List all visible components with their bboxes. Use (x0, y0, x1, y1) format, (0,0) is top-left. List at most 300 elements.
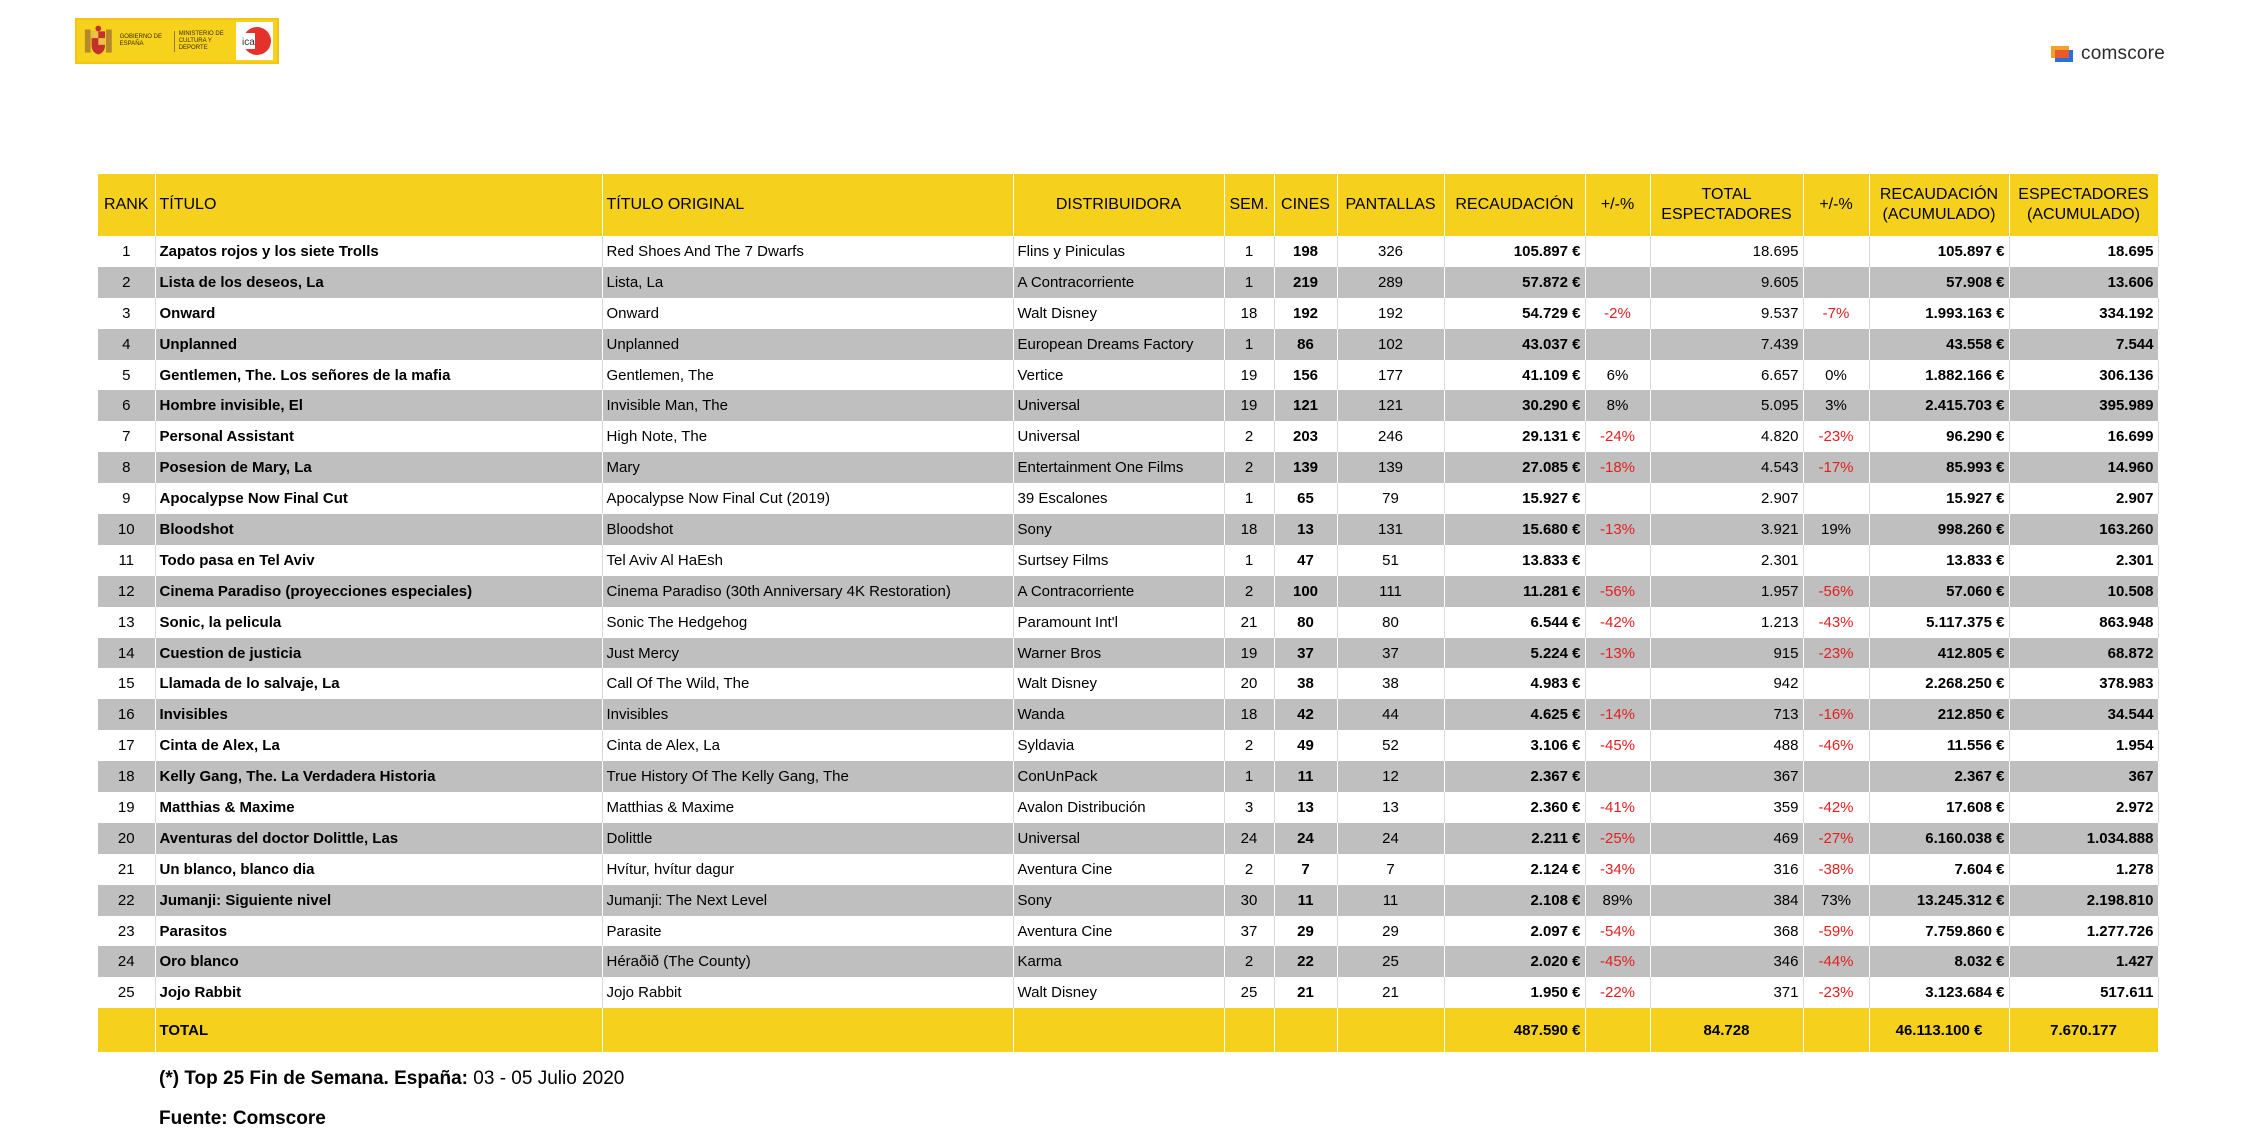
column-header-weeks: SEM. (1224, 174, 1274, 236)
original-title-cell: Bloodshot (602, 514, 1013, 545)
rank-cell: 8 (98, 452, 155, 483)
screens-cell: 12 (1337, 761, 1444, 792)
admissions-cell: 346 (1650, 946, 1803, 977)
admissions-cumulative-cell: 1.427 (2009, 946, 2158, 977)
title-cell: Kelly Gang, The. La Verdadera Historia (155, 761, 602, 792)
comscore-wordmark: comscore (2081, 43, 2165, 64)
column-header-admissions-change: +/-% (1803, 174, 1869, 236)
screens-cell: 24 (1337, 823, 1444, 854)
gross-cumulative-cell: 3.123.684 € (1869, 977, 2009, 1008)
title-cell: Apocalypse Now Final Cut (155, 483, 602, 514)
admissions-change-cell: -46% (1803, 730, 1869, 761)
weeks-cell: 30 (1224, 885, 1274, 916)
gross-cumulative-cell: 15.927 € (1869, 483, 2009, 514)
weeks-cell: 20 (1224, 668, 1274, 699)
admissions-cumulative-cell: 367 (2009, 761, 2158, 792)
admissions-cumulative-cell: 863.948 (2009, 607, 2158, 638)
admissions-cell: 3.921 (1650, 514, 1803, 545)
gross-cell: 57.872 € (1444, 267, 1585, 298)
gross-cumulative-cell: 57.908 € (1869, 267, 2009, 298)
weeks-cell: 1 (1224, 761, 1274, 792)
admissions-change-cell (1803, 483, 1869, 514)
distributor-cell: Warner Bros (1013, 638, 1224, 669)
admissions-change-cell: -27% (1803, 823, 1869, 854)
cinemas-cell: 65 (1274, 483, 1337, 514)
weeks-cell: 24 (1224, 823, 1274, 854)
admissions-change-cell (1803, 761, 1869, 792)
distributor-cell: Karma (1013, 946, 1224, 977)
period-note-dates: 03 - 05 Julio 2020 (468, 1068, 625, 1089)
gross-cell: 1.950 € (1444, 977, 1585, 1008)
title-cell: Oro blanco (155, 946, 602, 977)
gross-change-cell: -45% (1585, 946, 1650, 977)
admissions-change-cell (1803, 267, 1869, 298)
original-title-cell: Red Shoes And The 7 Dwarfs (602, 236, 1013, 267)
column-header-title: TÍTULO (155, 174, 602, 236)
gross-change-cell (1585, 483, 1650, 514)
cinemas-cell: 86 (1274, 329, 1337, 360)
admissions-cell: 942 (1650, 668, 1803, 699)
admissions-cell: 4.543 (1650, 452, 1803, 483)
title-cell: Bloodshot (155, 514, 602, 545)
screens-cell: 7 (1337, 854, 1444, 885)
column-header-gross-change: +/-% (1585, 174, 1650, 236)
title-cell: Posesion de Mary, La (155, 452, 602, 483)
gross-cell: 2.020 € (1444, 946, 1585, 977)
gross-cell: 15.680 € (1444, 514, 1585, 545)
admissions-cell: 6.657 (1650, 360, 1803, 391)
column-header-distributor: DISTRIBUIDORA (1013, 174, 1224, 236)
gross-change-cell: -34% (1585, 854, 1650, 885)
table-row (98, 885, 2158, 916)
weeks-cell: 2 (1224, 854, 1274, 885)
gross-cumulative-cell: 1.993.163 € (1869, 298, 2009, 329)
admissions-change-cell: -43% (1803, 607, 1869, 638)
table-total (98, 1008, 2158, 1052)
admissions-cell: 18.695 (1650, 236, 1803, 267)
table-row (98, 699, 2158, 730)
gross-cumulative-cell: 105.897 € (1869, 236, 2009, 267)
screens-cell: 121 (1337, 390, 1444, 421)
distributor-cell: Universal (1013, 390, 1224, 421)
rank-cell: 14 (98, 638, 155, 669)
admissions-cell: 7.439 (1650, 329, 1803, 360)
gross-cell: 5.224 € (1444, 638, 1585, 669)
admissions-change-cell: 73% (1803, 885, 1869, 916)
gross-change-cell: 6% (1585, 360, 1650, 391)
title-cell: Zapatos rojos y los siete Trolls (155, 236, 602, 267)
original-title-cell: Jojo Rabbit (602, 977, 1013, 1008)
gross-change-cell (1585, 545, 1650, 576)
admissions-cumulative-cell: 10.508 (2009, 576, 2158, 607)
rank-cell: 24 (98, 946, 155, 977)
admissions-change-cell: -56% (1803, 576, 1869, 607)
cinemas-cell: 42 (1274, 699, 1337, 730)
gross-change-cell: 89% (1585, 885, 1650, 916)
admissions-change-cell: -44% (1803, 946, 1869, 977)
box-office-table (98, 174, 2159, 1052)
admissions-cumulative-cell: 68.872 (2009, 638, 2158, 669)
gross-change-cell (1585, 329, 1650, 360)
gross-change-cell: -54% (1585, 916, 1650, 947)
screens-cell: 38 (1337, 668, 1444, 699)
distributor-cell: Entertainment One Films (1013, 452, 1224, 483)
screens-cell: 21 (1337, 977, 1444, 1008)
title-cell: Jumanji: Siguiente nivel (155, 885, 602, 916)
admissions-cumulative-cell: 2.198.810 (2009, 885, 2158, 916)
screens-cell: 51 (1337, 545, 1444, 576)
weeks-cell: 2 (1224, 576, 1274, 607)
original-title-cell: True History Of The Kelly Gang, The (602, 761, 1013, 792)
original-title-cell: High Note, The (602, 421, 1013, 452)
gross-cell: 29.131 € (1444, 421, 1585, 452)
original-title-cell: Matthias & Maxime (602, 792, 1013, 823)
distributor-cell: Avalon Distribución (1013, 792, 1224, 823)
rank-cell: 6 (98, 390, 155, 421)
admissions-change-cell (1803, 329, 1869, 360)
notes (159, 1066, 624, 1146)
admissions-cumulative-cell: 2.972 (2009, 792, 2158, 823)
admissions-cell: 316 (1650, 854, 1803, 885)
title-cell: Gentlemen, The. Los señores de la mafia (155, 360, 602, 391)
gross-change-cell (1585, 236, 1650, 267)
rank-cell: 21 (98, 854, 155, 885)
weeks-cell: 18 (1224, 699, 1274, 730)
screens-cell: 11 (1337, 885, 1444, 916)
table-row (98, 916, 2158, 947)
rank-cell: 15 (98, 668, 155, 699)
weeks-cell: 1 (1224, 267, 1274, 298)
table-row (98, 977, 2158, 1008)
gross-change-cell: -25% (1585, 823, 1650, 854)
gross-change-cell: -22% (1585, 977, 1650, 1008)
gross-cell: 2.360 € (1444, 792, 1585, 823)
admissions-change-cell: 3% (1803, 390, 1869, 421)
gross-cumulative-cell: 17.608 € (1869, 792, 2009, 823)
admissions-cumulative-cell: 334.192 (2009, 298, 2158, 329)
table-row (98, 823, 2158, 854)
gross-cumulative-cell: 85.993 € (1869, 452, 2009, 483)
admissions-cell: 2.907 (1650, 483, 1803, 514)
weeks-cell: 1 (1224, 483, 1274, 514)
cinemas-cell: 198 (1274, 236, 1337, 267)
admissions-cumulative-cell: 306.136 (2009, 360, 2158, 391)
table-row (98, 329, 2158, 360)
admissions-change-cell: -23% (1803, 638, 1869, 669)
rank-cell: 25 (98, 977, 155, 1008)
cinemas-cell: 47 (1274, 545, 1337, 576)
weeks-cell: 21 (1224, 607, 1274, 638)
gross-cumulative-cell: 5.117.375 € (1869, 607, 2009, 638)
distributor-cell: Walt Disney (1013, 977, 1224, 1008)
gross-change-cell (1585, 761, 1650, 792)
gross-change-cell: -41% (1585, 792, 1650, 823)
original-title-cell: Mary (602, 452, 1013, 483)
cinemas-cell: 11 (1274, 885, 1337, 916)
gross-cumulative-cell: 7.604 € (1869, 854, 2009, 885)
table-row (98, 761, 2158, 792)
title-cell: Un blanco, blanco dia (155, 854, 602, 885)
admissions-cell: 359 (1650, 792, 1803, 823)
admissions-change-cell: 19% (1803, 514, 1869, 545)
admissions-cumulative-cell: 1.278 (2009, 854, 2158, 885)
gross-cell: 4.625 € (1444, 699, 1585, 730)
weeks-cell: 18 (1224, 514, 1274, 545)
table-row (98, 946, 2158, 977)
admissions-cumulative-cell: 14.960 (2009, 452, 2158, 483)
admissions-change-cell: -59% (1803, 916, 1869, 947)
screens-cell: 52 (1337, 730, 1444, 761)
admissions-cell: 915 (1650, 638, 1803, 669)
original-title-cell: Sonic The Hedgehog (602, 607, 1013, 638)
table-row (98, 792, 2158, 823)
column-header-admissions-cumulative: ESPECTADORES (ACUMULADO) (2009, 174, 2158, 236)
gross-cell: 2.367 € (1444, 761, 1585, 792)
gross-cell: 4.983 € (1444, 668, 1585, 699)
admissions-change-cell: -23% (1803, 421, 1869, 452)
table-row (98, 545, 2158, 576)
admissions-cell: 488 (1650, 730, 1803, 761)
screens-cell: 37 (1337, 638, 1444, 669)
gross-change-cell: -42% (1585, 607, 1650, 638)
column-header-screens: PANTALLAS (1337, 174, 1444, 236)
title-cell: Cuestion de justicia (155, 638, 602, 669)
gross-cumulative-cell: 7.759.860 € (1869, 916, 2009, 947)
weeks-cell: 2 (1224, 452, 1274, 483)
source-note-text: Fuente: Comscore (159, 1108, 326, 1129)
gobierno-ministerio-ica-logo (75, 18, 279, 64)
admissions-cell: 2.301 (1650, 545, 1803, 576)
admissions-cell: 1.213 (1650, 607, 1803, 638)
comscore-logo (2049, 40, 2165, 68)
admissions-change-cell: -16% (1803, 699, 1869, 730)
admissions-change-cell: -7% (1803, 298, 1869, 329)
rank-cell: 1 (98, 236, 155, 267)
admissions-cell: 4.820 (1650, 421, 1803, 452)
weeks-cell: 2 (1224, 730, 1274, 761)
original-title-cell: Héraðið (The County) (602, 946, 1013, 977)
cinemas-cell: 21 (1274, 977, 1337, 1008)
gross-cumulative-cell: 43.558 € (1869, 329, 2009, 360)
distributor-cell: Sony (1013, 514, 1224, 545)
title-cell: Sonic, la pelicula (155, 607, 602, 638)
title-cell: Onward (155, 298, 602, 329)
weeks-cell: 19 (1224, 390, 1274, 421)
gross-cell: 2.108 € (1444, 885, 1585, 916)
total-gross: 487.590 € (1444, 1008, 1585, 1052)
cinemas-cell: 7 (1274, 854, 1337, 885)
total-admissions: 84.728 (1650, 1008, 1803, 1052)
distributor-cell: Universal (1013, 823, 1224, 854)
admissions-cumulative-cell: 34.544 (2009, 699, 2158, 730)
gross-cell: 2.211 € (1444, 823, 1585, 854)
header-row (98, 174, 2158, 236)
original-title-cell: Call Of The Wild, The (602, 668, 1013, 699)
table-row (98, 298, 2158, 329)
distributor-cell: European Dreams Factory (1013, 329, 1224, 360)
gross-cumulative-cell: 96.290 € (1869, 421, 2009, 452)
distributor-cell: Wanda (1013, 699, 1224, 730)
original-title-cell: Just Mercy (602, 638, 1013, 669)
spain-coat-of-arms-icon (81, 23, 116, 59)
admissions-change-cell: 0% (1803, 360, 1869, 391)
cinemas-cell: 203 (1274, 421, 1337, 452)
distributor-cell: Walt Disney (1013, 298, 1224, 329)
title-cell: Unplanned (155, 329, 602, 360)
gross-change-cell: -13% (1585, 514, 1650, 545)
weeks-cell: 37 (1224, 916, 1274, 947)
weeks-cell: 19 (1224, 360, 1274, 391)
admissions-cell: 713 (1650, 699, 1803, 730)
cinemas-cell: 13 (1274, 514, 1337, 545)
original-title-cell: Dolittle (602, 823, 1013, 854)
rank-cell: 17 (98, 730, 155, 761)
ica-text: ica (241, 37, 255, 48)
gross-cell: 105.897 € (1444, 236, 1585, 267)
table-row (98, 638, 2158, 669)
distributor-cell: Universal (1013, 421, 1224, 452)
original-title-cell: Onward (602, 298, 1013, 329)
distributor-cell: Syldavia (1013, 730, 1224, 761)
total-row (98, 1008, 2158, 1052)
rank-cell: 7 (98, 421, 155, 452)
admissions-cell: 1.957 (1650, 576, 1803, 607)
rank-cell: 2 (98, 267, 155, 298)
cinemas-cell: 29 (1274, 916, 1337, 947)
rank-cell: 18 (98, 761, 155, 792)
source-note (159, 1106, 624, 1146)
column-header-rank: RANK (98, 174, 155, 236)
table-row (98, 607, 2158, 638)
admissions-change-cell: -23% (1803, 977, 1869, 1008)
table-row (98, 854, 2158, 885)
admissions-cumulative-cell: 18.695 (2009, 236, 2158, 267)
original-title-cell: Lista, La (602, 267, 1013, 298)
admissions-change-cell (1803, 545, 1869, 576)
screens-cell: 102 (1337, 329, 1444, 360)
gross-cell: 30.290 € (1444, 390, 1585, 421)
admissions-cumulative-cell: 2.301 (2009, 545, 2158, 576)
screens-cell: 80 (1337, 607, 1444, 638)
admissions-cumulative-cell: 1.034.888 (2009, 823, 2158, 854)
screens-cell: 177 (1337, 360, 1444, 391)
table-row (98, 421, 2158, 452)
weeks-cell: 25 (1224, 977, 1274, 1008)
admissions-cell: 367 (1650, 761, 1803, 792)
admissions-cumulative-cell: 1.954 (2009, 730, 2158, 761)
gross-cell: 54.729 € (1444, 298, 1585, 329)
admissions-cell: 5.095 (1650, 390, 1803, 421)
screens-cell: 111 (1337, 576, 1444, 607)
original-title-cell: Parasite (602, 916, 1013, 947)
column-header-gross: RECAUDACIÓN (1444, 174, 1585, 236)
original-title-cell: Gentlemen, The (602, 360, 1013, 391)
rank-cell: 22 (98, 885, 155, 916)
title-cell: Cinta de Alex, La (155, 730, 602, 761)
screens-cell: 326 (1337, 236, 1444, 267)
admissions-cumulative-cell: 163.260 (2009, 514, 2158, 545)
distributor-cell: Surtsey Films (1013, 545, 1224, 576)
gross-cumulative-cell: 8.032 € (1869, 946, 2009, 977)
screens-cell: 25 (1337, 946, 1444, 977)
original-title-cell: Invisibles (602, 699, 1013, 730)
admissions-change-cell (1803, 236, 1869, 267)
total-label: TOTAL (155, 1008, 602, 1052)
table-body (98, 236, 2158, 1008)
distributor-cell: 39 Escalones (1013, 483, 1224, 514)
cinemas-cell: 121 (1274, 390, 1337, 421)
title-cell: Jojo Rabbit (155, 977, 602, 1008)
screens-cell: 79 (1337, 483, 1444, 514)
cinemas-cell: 11 (1274, 761, 1337, 792)
gross-cell: 41.109 € (1444, 360, 1585, 391)
cinemas-cell: 100 (1274, 576, 1337, 607)
title-cell: Cinema Paradiso (proyecciones especiales) (155, 576, 602, 607)
weeks-cell: 1 (1224, 236, 1274, 267)
rank-cell: 5 (98, 360, 155, 391)
distributor-cell: Aventura Cine (1013, 854, 1224, 885)
screens-cell: 289 (1337, 267, 1444, 298)
cinemas-cell: 37 (1274, 638, 1337, 669)
admissions-change-cell: -42% (1803, 792, 1869, 823)
table-row (98, 390, 2158, 421)
title-cell: Llamada de lo salvaje, La (155, 668, 602, 699)
admissions-cumulative-cell: 378.983 (2009, 668, 2158, 699)
comscore-mark-icon (2049, 43, 2075, 65)
table-row (98, 483, 2158, 514)
ica-logo (236, 22, 273, 60)
gross-cumulative-cell: 2.415.703 € (1869, 390, 2009, 421)
original-title-cell: Invisible Man, The (602, 390, 1013, 421)
weeks-cell: 2 (1224, 421, 1274, 452)
gross-change-cell: -18% (1585, 452, 1650, 483)
admissions-cell: 469 (1650, 823, 1803, 854)
gross-cumulative-cell: 212.850 € (1869, 699, 2009, 730)
weeks-cell: 2 (1224, 946, 1274, 977)
distributor-cell: ConUnPack (1013, 761, 1224, 792)
distributor-cell: A Contracorriente (1013, 267, 1224, 298)
table-row (98, 360, 2158, 391)
period-note-label: (*) Top 25 Fin de Semana. España: (159, 1068, 468, 1089)
admissions-cumulative-cell: 16.699 (2009, 421, 2158, 452)
column-header-admissions: TOTAL ESPECTADORES (1650, 174, 1803, 236)
title-cell: Hombre invisible, El (155, 390, 602, 421)
ministry-text: MINISTERIO DE CULTURA Y DEPORTE (174, 31, 237, 52)
original-title-cell: Tel Aviv Al HaEsh (602, 545, 1013, 576)
distributor-cell: Aventura Cine (1013, 916, 1224, 947)
table-row (98, 514, 2158, 545)
weeks-cell: 3 (1224, 792, 1274, 823)
gross-change-cell (1585, 267, 1650, 298)
gross-cell: 6.544 € (1444, 607, 1585, 638)
rank-cell: 23 (98, 916, 155, 947)
gross-change-cell: -14% (1585, 699, 1650, 730)
rank-cell: 10 (98, 514, 155, 545)
cinemas-cell: 80 (1274, 607, 1337, 638)
original-title-cell: Cinema Paradiso (30th Anniversary 4K Restoration) (602, 576, 1013, 607)
distributor-cell: Vertice (1013, 360, 1224, 391)
gross-change-cell (1585, 668, 1650, 699)
gross-cell: 15.927 € (1444, 483, 1585, 514)
table-row (98, 236, 2158, 267)
table-row (98, 730, 2158, 761)
gross-cell: 11.281 € (1444, 576, 1585, 607)
gross-change-cell: -24% (1585, 421, 1650, 452)
total-gross-cumulative: 46.113.100 € (1869, 1008, 2009, 1052)
gross-cumulative-cell: 6.160.038 € (1869, 823, 2009, 854)
rank-cell: 11 (98, 545, 155, 576)
original-title-cell: Cinta de Alex, La (602, 730, 1013, 761)
